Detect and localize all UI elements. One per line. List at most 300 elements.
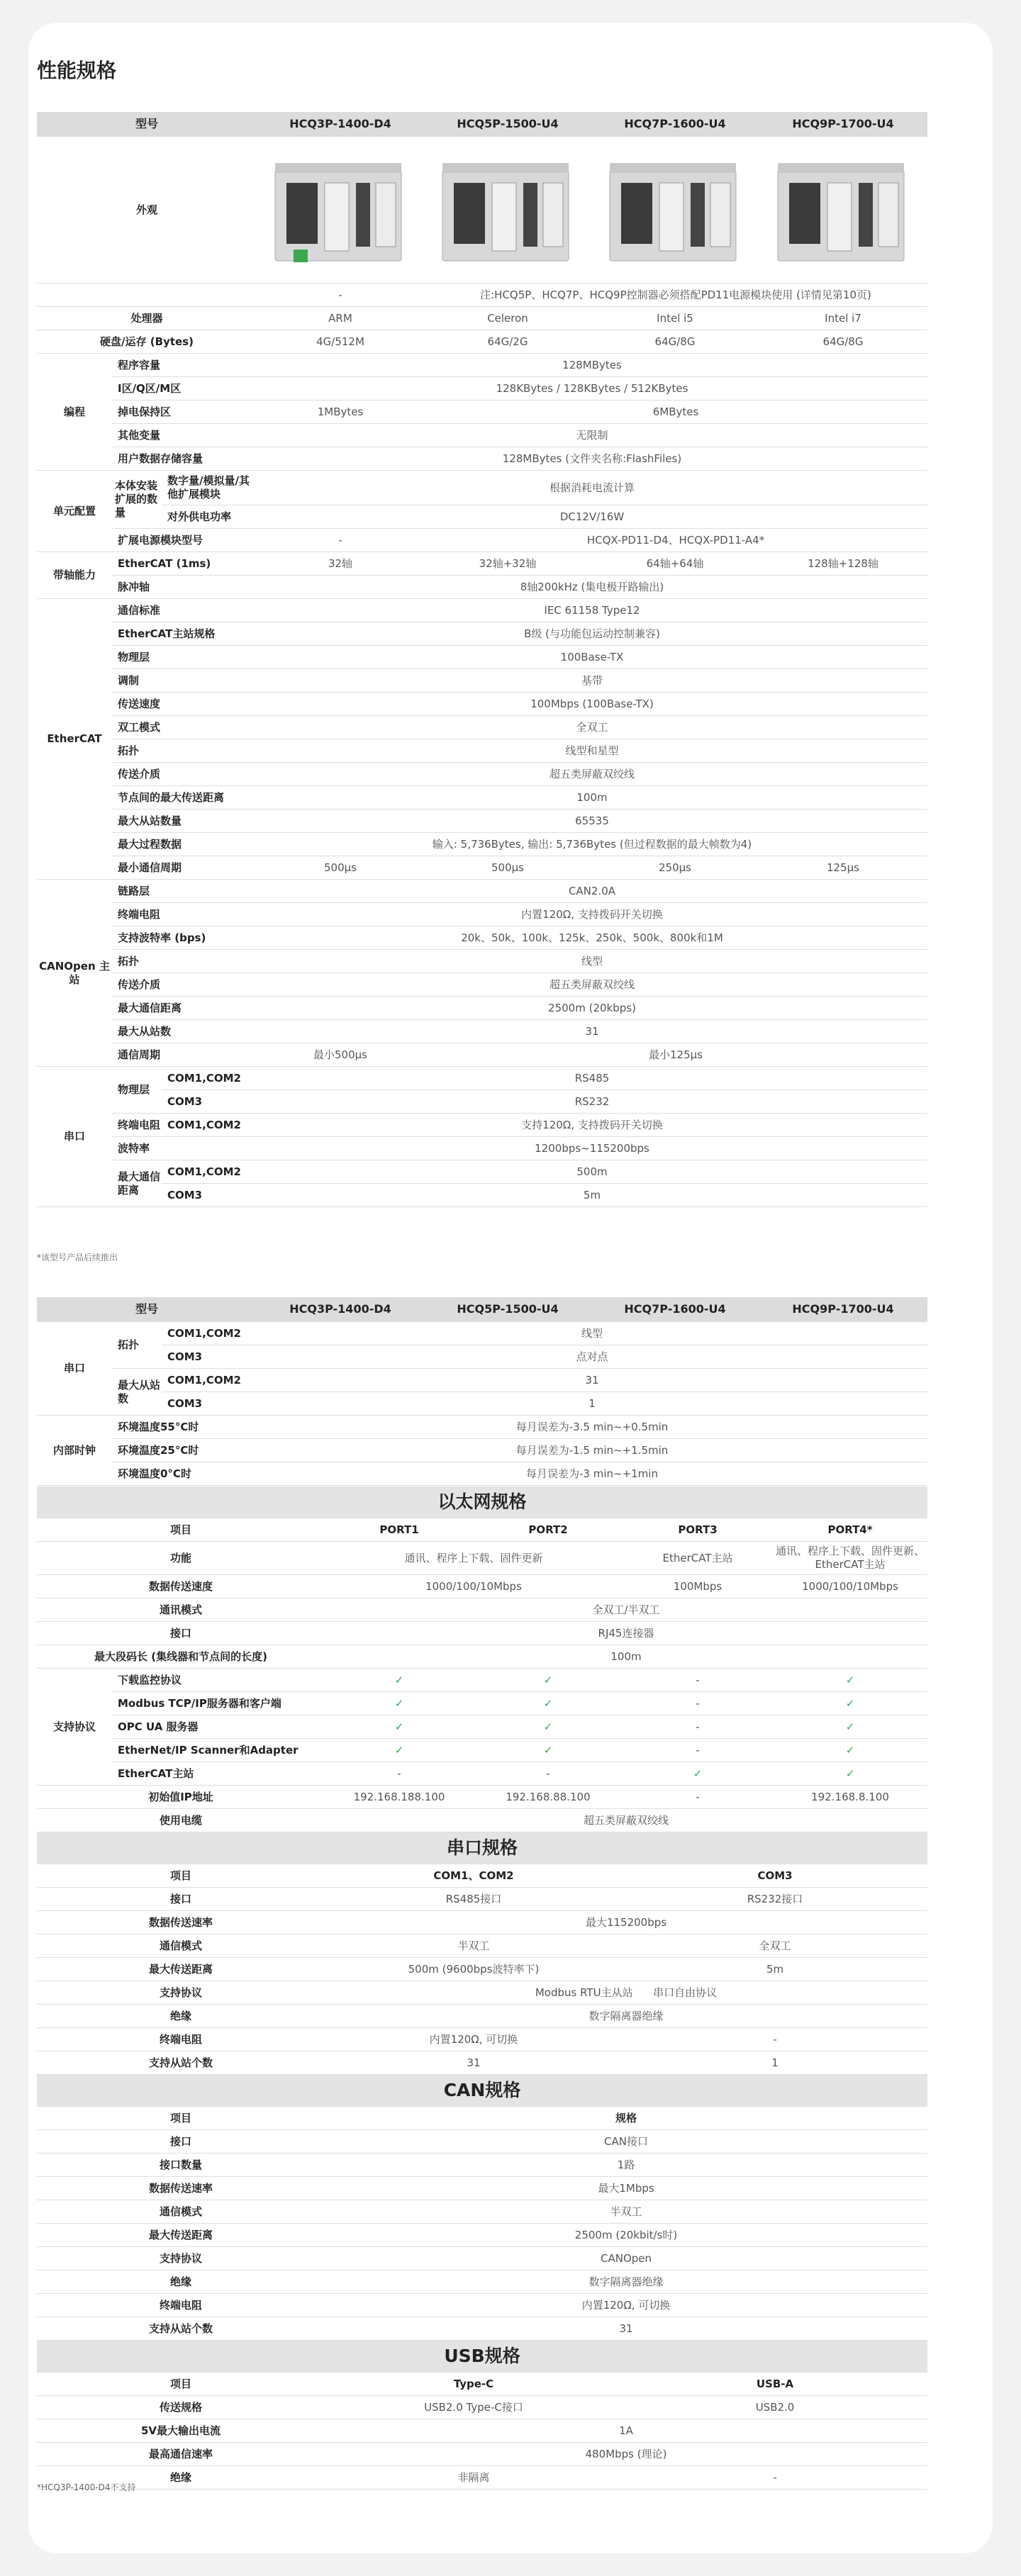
cell: 5m <box>623 1958 927 1981</box>
row-label: 传送介质 <box>112 763 257 786</box>
section-title: CAN规格 <box>37 2075 927 2107</box>
group-axis: 带轴能力 <box>37 552 112 599</box>
row-label: 脉冲轴 <box>112 576 257 599</box>
canopen-row <box>37 950 927 973</box>
section-title: 串口规格 <box>37 1832 927 1864</box>
row-label: 通讯模式 <box>37 1598 325 1622</box>
cell: 内置120Ω, 可切换 <box>325 2294 927 2317</box>
product-image-3 <box>591 137 759 284</box>
row-label: 支持从站个数 <box>37 2051 325 2075</box>
ser-row <box>37 1958 927 1981</box>
port-label: COM1,COM2 <box>162 1114 257 1137</box>
row-label: 调制 <box>112 669 257 693</box>
cell: - <box>257 529 424 552</box>
can-row <box>37 2294 927 2317</box>
group-unit-config: 单元配置 <box>37 471 112 552</box>
canopen-row <box>37 973 927 997</box>
header-port3: PORT3 <box>623 1518 773 1542</box>
ser-row <box>37 2051 927 2075</box>
cell: IEC 61158 Type12 <box>257 599 927 622</box>
ser-row <box>37 1888 927 1911</box>
header-item: 项目 <box>37 2107 325 2130</box>
group-serial: 串口 <box>37 1067 112 1207</box>
cell: 超五类屏蔽双绞线 <box>257 763 927 786</box>
ser-header-row <box>37 1864 927 1888</box>
canopen-row <box>37 903 927 926</box>
row-label: 通信标准 <box>112 599 257 622</box>
header-model-3: HCQ7P-1600-U4 <box>591 112 759 137</box>
cell: 128KBytes / 128KBytes / 512KBytes <box>257 377 927 401</box>
processor-label: 处理器 <box>37 307 257 330</box>
cell: 根据消耗电流计算 <box>257 471 927 505</box>
row-label: 数据传送速度 <box>37 1575 325 1598</box>
serial-phys-row-1 <box>37 1067 927 1090</box>
port-label: COM3 <box>162 1345 257 1369</box>
cell: 线型 <box>257 950 927 973</box>
cell: B级 (与功能包运动控制兼容) <box>257 622 927 646</box>
header-typec: Type-C <box>325 2373 623 2396</box>
cell: 非隔离 <box>325 2466 623 2490</box>
cell: DC12V/16W <box>257 505 927 529</box>
cell: 192.168.188.100 <box>325 1786 474 1809</box>
clock-row <box>37 1462 927 1486</box>
table-header-row <box>37 112 927 137</box>
cell: 超五类屏蔽双绞线 <box>325 1809 927 1832</box>
eth-cable-row <box>37 1809 927 1832</box>
product-image-4 <box>759 137 927 284</box>
header-model-3: HCQ7P-1600-U4 <box>591 1297 759 1322</box>
row-label: 最大过程数据 <box>112 833 257 856</box>
canopen-row <box>37 997 927 1020</box>
row-label: 双工模式 <box>112 716 257 739</box>
can-row <box>37 2224 927 2247</box>
group-protocols: 支持协议 <box>37 1669 112 1786</box>
serial-phys-row-2 <box>37 1090 927 1114</box>
canopen-row <box>37 880 927 903</box>
header-port2: PORT2 <box>474 1518 623 1542</box>
row-label: 最大从站数 <box>112 1020 257 1043</box>
cell: 100Mbps (100Base-TX) <box>257 693 927 716</box>
ecat-row <box>37 833 927 856</box>
cell: 内置120Ω, 可切换 <box>325 2028 623 2051</box>
cell: - <box>325 1762 474 1786</box>
group-ethercat: EtherCAT <box>37 599 112 880</box>
cell: 125μs <box>759 856 927 880</box>
row-label: EtherCAT主站 <box>112 1762 325 1786</box>
canopen-row <box>37 926 927 950</box>
row-label: 拓扑 <box>112 1322 162 1369</box>
cell: 20k、50k、100k、125k、250k、500k、800k和1M <box>257 926 927 950</box>
ecat-row <box>37 646 927 669</box>
eth-header-row <box>37 1518 927 1542</box>
check-icon: ✓ <box>474 1669 623 1692</box>
cell: 数字隔离器绝缘 <box>325 2270 927 2294</box>
serial-dist-row-1 <box>37 1160 927 1184</box>
cell: Modbus RTU主从站 串口自由协议 <box>325 1981 927 2005</box>
cell: - <box>623 2028 927 2051</box>
cell: 全双工 <box>623 1934 927 1958</box>
header-port4: PORT4* <box>773 1518 927 1542</box>
cell: ARM <box>257 307 424 330</box>
usb-row <box>37 2443 927 2466</box>
cell: 250μs <box>591 856 759 880</box>
cell: 192.168.88.100 <box>474 1786 623 1809</box>
row-label: 拓扑 <box>112 950 257 973</box>
row-label: 绝缘 <box>37 2270 325 2294</box>
cell: 1A <box>325 2419 927 2443</box>
row-label: 支持从站个数 <box>37 2317 325 2341</box>
cell: 全双工/半双工 <box>325 1598 927 1622</box>
cell: 1200bps~115200bps <box>257 1137 927 1160</box>
ecat-min-cycle-row <box>37 856 927 880</box>
row-label: 物理层 <box>112 1067 162 1114</box>
cell: 64轴+64轴 <box>591 552 759 576</box>
serial-baud-row <box>37 1137 927 1160</box>
check-icon: ✓ <box>773 1739 927 1762</box>
cell: - <box>623 1715 773 1739</box>
check-icon: ✓ <box>773 1762 927 1786</box>
row-label: 链路层 <box>112 880 257 903</box>
header-spec: 规格 <box>325 2107 927 2130</box>
can-row <box>37 2247 927 2270</box>
cell: 最大115200bps <box>325 1911 927 1934</box>
ser-row <box>37 2005 927 2028</box>
row-label: 扩展电源模块型号 <box>112 529 257 552</box>
unit-digital-row <box>37 471 927 505</box>
row-label: 对外供电功率 <box>162 505 257 529</box>
eth-proto-row <box>37 1739 927 1762</box>
row-label: 数据传送速率 <box>37 1911 325 1934</box>
cell: 无限制 <box>257 424 927 447</box>
row-label: 波特率 <box>112 1137 257 1160</box>
row-label: 绝缘 <box>37 2466 325 2490</box>
port-label: COM1,COM2 <box>162 1322 257 1345</box>
row-label: EtherNet/IP Scanner和Adapter <box>112 1739 325 1762</box>
eth-proto-row <box>37 1692 927 1715</box>
axis-ethercat-row <box>37 552 927 576</box>
cell: 480Mbps (理论) <box>325 2443 927 2466</box>
continued-spec-table <box>37 1297 927 1486</box>
eth-speed-row <box>37 1575 927 1598</box>
row-label: 接口 <box>37 1622 325 1645</box>
ecat-row <box>37 693 927 716</box>
ecat-row <box>37 622 927 646</box>
group-canopen: CANOpen 主站 <box>37 880 112 1067</box>
cell: 通讯、程序上下载、固件更新 <box>325 1542 623 1575</box>
row-label: 最大传送距离 <box>37 1958 325 1981</box>
cell: 1000/100/10Mbps <box>325 1575 623 1598</box>
ser-row <box>37 1911 927 1934</box>
cell: 32轴+32轴 <box>424 552 591 576</box>
row-label: 拓扑 <box>112 739 257 763</box>
pulse-row <box>37 576 927 599</box>
cell: 128轴+128轴 <box>759 552 927 576</box>
cell: 100Mbps <box>623 1575 773 1598</box>
product-image-1 <box>257 137 424 284</box>
cell: 半双工 <box>325 1934 623 1958</box>
cell: - <box>623 1692 773 1715</box>
check-icon: ✓ <box>474 1715 623 1739</box>
cell: 64G/8G <box>759 330 927 354</box>
eth-proto-row <box>37 1669 927 1692</box>
can-row <box>37 2130 927 2154</box>
row-label: 终端电阻 <box>112 1114 162 1137</box>
cell: 1路 <box>325 2154 927 2177</box>
appearance-note-row <box>37 284 927 307</box>
row-label: 接口 <box>37 1888 325 1911</box>
disk-label: 硬盘/运存 (Bytes) <box>37 330 257 354</box>
header-model-1: HCQ3P-1400-D4 <box>257 1297 424 1322</box>
cell: 4G/512M <box>257 330 424 354</box>
cell: 半双工 <box>325 2200 927 2224</box>
user-data-row <box>37 447 927 471</box>
cell: 点对点 <box>257 1345 927 1369</box>
cell: 31 <box>325 2051 623 2075</box>
header-model: 型号 <box>37 1297 257 1322</box>
group-clock: 内部时钟 <box>37 1416 112 1486</box>
appearance-note-a: - <box>257 284 424 307</box>
header-item: 项目 <box>37 2373 325 2396</box>
cell: 每月误差为-3.5 min~+0.5min <box>257 1416 927 1439</box>
header-com12: COM1、COM2 <box>325 1864 623 1888</box>
port-label: COM3 <box>162 1090 257 1114</box>
serial-topo-row-2 <box>37 1345 927 1369</box>
check-icon: ✓ <box>325 1692 474 1715</box>
can-row <box>37 2154 927 2177</box>
ser-row <box>37 1934 927 1958</box>
usb-row <box>37 2396 927 2419</box>
cell: 线型 <box>257 1322 927 1345</box>
canopen-row <box>37 1020 927 1043</box>
port-label: COM3 <box>162 1184 257 1207</box>
check-icon: ✓ <box>474 1692 623 1715</box>
serial-slave-row-2 <box>37 1392 927 1416</box>
cell: 32轴 <box>257 552 424 576</box>
cell: 全双工 <box>257 716 927 739</box>
row-label: 程序容量 <box>112 354 257 377</box>
cell: 1000/100/10Mbps <box>773 1575 927 1598</box>
product-image-2 <box>424 137 591 284</box>
ecat-row <box>37 763 927 786</box>
row-label: 下载监控协议 <box>112 1669 325 1692</box>
eth-seg-row <box>37 1645 927 1669</box>
row-label: 环境温度55°C时 <box>112 1416 257 1439</box>
blank-cell <box>37 284 257 307</box>
row-label: EtherCAT主站规格 <box>112 622 257 646</box>
row-label: 最高通信速率 <box>37 2443 325 2466</box>
check-icon: ✓ <box>773 1692 927 1715</box>
row-label: 传送速度 <box>112 693 257 716</box>
cell: 500m (9600bps波特率下) <box>325 1958 623 1981</box>
retain-row <box>37 401 927 424</box>
header-model-2: HCQ5P-1500-U4 <box>424 1297 591 1322</box>
serial-slave-row-1 <box>37 1369 927 1392</box>
cell: 1 <box>623 2051 927 2075</box>
header-model-1: HCQ3P-1400-D4 <box>257 112 424 137</box>
row-label: 支持协议 <box>37 2247 325 2270</box>
table-header-row <box>37 1297 927 1322</box>
clock-row <box>37 1439 927 1462</box>
eth-mode-row <box>37 1598 927 1622</box>
eth-proto-row <box>37 1762 927 1786</box>
serial-topo-row-1 <box>37 1322 927 1345</box>
cell: RJ45连接器 <box>325 1622 927 1645</box>
row-label: 数据传送速率 <box>37 2177 325 2200</box>
cell: RS232接口 <box>623 1888 927 1911</box>
cell: Intel i7 <box>759 307 927 330</box>
check-icon: ✓ <box>773 1669 927 1692</box>
can-header-row <box>37 2107 927 2130</box>
row-label: 本体安装扩展的数量 <box>112 471 162 529</box>
cell: Intel i5 <box>591 307 759 330</box>
interface-spec-table <box>37 1486 927 2490</box>
program-capacity-row <box>37 354 927 377</box>
port-label: COM3 <box>162 1392 257 1416</box>
row-label: 最大从站数量 <box>112 810 257 833</box>
header-item: 项目 <box>37 1864 325 1888</box>
cell: 每月误差为-3 min~+1min <box>257 1462 927 1486</box>
row-label: 绝缘 <box>37 2005 325 2028</box>
cell: - <box>623 1669 773 1692</box>
ser-row <box>37 1981 927 2005</box>
row-label: 传送介质 <box>112 973 257 997</box>
appearance-row <box>37 137 927 284</box>
ethernet-section-title <box>37 1486 927 1518</box>
row-label: 掉电保持区 <box>112 401 257 424</box>
cell: 最小500μs <box>257 1043 424 1067</box>
row-label: 初始值IP地址 <box>37 1786 325 1809</box>
cell: 31 <box>257 1020 927 1043</box>
check-icon: ✓ <box>325 1669 474 1692</box>
cell: 内置120Ω, 支持拨码开关切换 <box>257 903 927 926</box>
header-port1: PORT1 <box>325 1518 474 1542</box>
row-label: 最大从站数 <box>112 1369 162 1416</box>
row-label: 通信模式 <box>37 1934 325 1958</box>
unit-external-row <box>37 505 927 529</box>
eth-ip-row <box>37 1786 927 1809</box>
row-label: OPC UA 服务器 <box>112 1715 325 1739</box>
cell: 64G/8G <box>591 330 759 354</box>
cell: - <box>474 1762 623 1786</box>
cell: HCQX-PD11-D4、HCQX-PD11-A4* <box>424 529 927 552</box>
ecat-row <box>37 786 927 810</box>
cell: 1 <box>257 1392 927 1416</box>
usb-header-row <box>37 2373 927 2396</box>
can-row <box>37 2200 927 2224</box>
row-label: 接口 <box>37 2130 325 2154</box>
row-label: 最大段码长 (集线器和节点间的长度) <box>37 1645 325 1669</box>
row-label: 最小通信周期 <box>112 856 257 880</box>
row-label: 其他变量 <box>112 424 257 447</box>
cell: CAN2.0A <box>257 880 927 903</box>
can-row <box>37 2177 927 2200</box>
cell: 数字隔离器绝缘 <box>325 2005 927 2028</box>
row-label: 最大通信距离 <box>112 1160 162 1207</box>
row-label: 支持协议 <box>37 1981 325 2005</box>
cell: 192.168.8.100 <box>773 1786 927 1809</box>
row-label: 通信周期 <box>112 1043 257 1067</box>
other-var-row <box>37 424 927 447</box>
check-icon: ✓ <box>623 1762 773 1786</box>
cell: 500m <box>257 1160 927 1184</box>
header-model: 型号 <box>37 112 257 137</box>
cell: 500μs <box>257 856 424 880</box>
row-label: 接口数量 <box>37 2154 325 2177</box>
cell: 最大1Mbps <box>325 2177 927 2200</box>
row-label: 环境温度0°C时 <box>112 1462 257 1486</box>
cell: 6MBytes <box>424 401 927 424</box>
row-label: 环境温度25°C时 <box>112 1439 257 1462</box>
header-model-2: HCQ5P-1500-U4 <box>424 112 591 137</box>
row-label: 最大传送距离 <box>37 2224 325 2247</box>
usb-row <box>37 2466 927 2490</box>
cell: 128MBytes (文件夹名称:FlashFiles) <box>257 447 927 471</box>
row-label: 使用电缆 <box>37 1809 325 1832</box>
cell: 100m <box>325 1645 927 1669</box>
cell: - <box>623 1786 773 1809</box>
disk-row <box>37 330 927 354</box>
row-label: Modbus TCP/IP服务器和客户端 <box>112 1692 325 1715</box>
cell: EtherCAT主站 <box>623 1542 773 1575</box>
header-usba: USB-A <box>623 2373 927 2396</box>
eth-proto-row <box>37 1715 927 1739</box>
cell: 100m <box>257 786 927 810</box>
ser-row <box>37 2028 927 2051</box>
header-item: 项目 <box>37 1518 325 1542</box>
row-label: 传送规格 <box>37 2396 325 2419</box>
footnote-2: *HCQ3P-1400-D4不支持 <box>37 2482 136 2492</box>
appearance-note-b: 注:HCQ5P、HCQ7P、HCQ9P控制器必须搭配PD11电源模块使用 (详情见第10页) <box>424 284 927 307</box>
cell: USB2.0 <box>623 2396 927 2419</box>
cell: 8轴200kHz (集电极开路输出) <box>257 576 927 599</box>
ecat-row <box>37 739 927 763</box>
eth-iface-row <box>37 1622 927 1645</box>
cell: 31 <box>325 2317 927 2341</box>
ecat-row <box>37 599 927 622</box>
clock-row <box>37 1416 927 1439</box>
check-icon: ✓ <box>325 1715 474 1739</box>
cell: 5m <box>257 1184 927 1207</box>
port-label: COM1,COM2 <box>162 1067 257 1090</box>
ecat-row <box>37 810 927 833</box>
canopen-cycle-row <box>37 1043 927 1067</box>
group-programming: 编程 <box>37 354 112 471</box>
cell: 2500m (20kbit/s时) <box>325 2224 927 2247</box>
cell: RS232 <box>257 1090 927 1114</box>
row-label: 功能 <box>37 1542 325 1575</box>
cell: 100Base-TX <box>257 646 927 669</box>
serial-dist-row-2 <box>37 1184 927 1207</box>
cell: 通讯、程序上下载、固件更新、EtherCAT主站 <box>773 1542 927 1575</box>
serial-section-title <box>37 1832 927 1864</box>
can-row <box>37 2317 927 2341</box>
row-label: 支持波特率 (bps) <box>112 926 257 950</box>
serial-term-row <box>37 1114 927 1137</box>
row-label: EtherCAT (1ms) <box>112 552 257 576</box>
section-title: USB规格 <box>37 2341 927 2373</box>
row-label: 通信模式 <box>37 2200 325 2224</box>
cell: 65535 <box>257 810 927 833</box>
cell: 超五类屏蔽双绞线 <box>257 973 927 997</box>
header-model-4: HCQ9P-1700-U4 <box>759 1297 927 1322</box>
usb-row <box>37 2419 927 2443</box>
row-label: 终端电阻 <box>112 903 257 926</box>
ecat-row <box>37 716 927 739</box>
cell: 支持120Ω, 支持拨码开关切换 <box>257 1114 927 1137</box>
cell: CANOpen <box>325 2247 927 2270</box>
row-label: 节点间的最大传送距离 <box>112 786 257 810</box>
iqm-row <box>37 377 927 401</box>
